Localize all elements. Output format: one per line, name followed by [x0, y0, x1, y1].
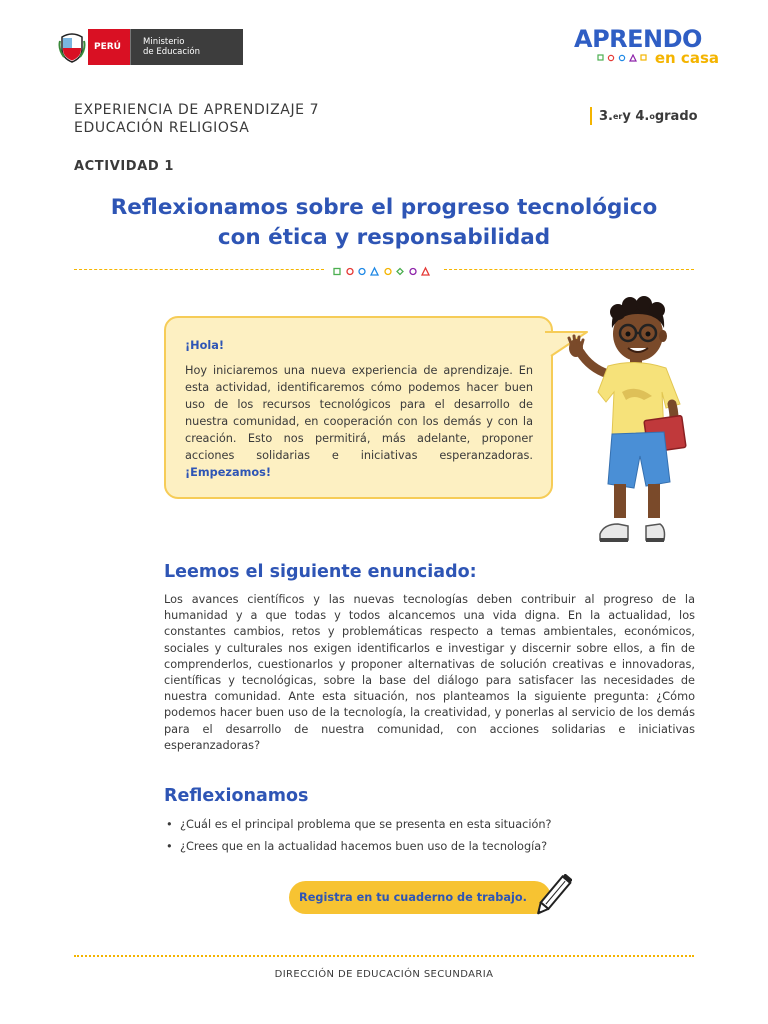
bubble-body: Hoy iniciaremos una nueva experiencia de aprendizaje. En esta actividad, identificaremos cómo podemos hacer buen uso de los recursos tecnológicos para el desarrollo de nuestra comunidad, en cooperación con los demás y con la creación. Esto nos permitirá, más adelante, proponer acciones solidarias e iniciativas esperanzadoras. [185, 364, 533, 462]
list-item: • ¿Crees que en la actualidad hacemos buen uso de la tecnología? [164, 836, 695, 858]
experience-number: EXPERIENCIA DE APRENDIZAJE 7 [74, 102, 320, 118]
bubble-closing: ¡Empezamos! [185, 466, 271, 479]
brand-word: APRENDO [574, 25, 702, 53]
list-item: • ¿Cuál es el principal problema que se presenta en esta situación? [164, 814, 695, 836]
country-label: PERÚ [88, 29, 130, 65]
bubble-text [185, 337, 533, 481]
grade-label: 3. er y 4. o grado [590, 107, 698, 125]
dashed-divider-right [444, 269, 694, 270]
page-title: Reflexionamos sobre el progreso tecnológico con ética y responsabilidad [110, 195, 658, 250]
student-illustration [560, 296, 695, 554]
greeting: ¡Hola! [185, 339, 225, 352]
experience-header [74, 101, 319, 137]
aprendo-en-casa-logo [574, 26, 719, 72]
reflection-questions [164, 814, 695, 858]
decorative-shapes-icon [332, 263, 436, 275]
section-heading-read: Leemos el siguiente enunciado: [164, 562, 477, 582]
brand-shapes-icon [597, 54, 647, 62]
government-logo [56, 29, 243, 65]
section-heading-reflect: Reflexionamos [164, 786, 309, 806]
grade-divider [590, 107, 592, 125]
notebook-callout: Registra en tu cuaderno de trabajo. [289, 881, 551, 914]
footer-label: DIRECCIÓN DE EDUCACIÓN SECUNDARIA [274, 969, 494, 980]
pencil-icon [530, 874, 572, 922]
footer-divider [74, 955, 694, 957]
ministry-label: Ministerio de Educación [130, 29, 243, 65]
dashed-divider-left [74, 269, 324, 270]
statement-paragraph: Los avances científicos y las nuevas tecnologías deben contribuir al progreso de la humanidad y a que todas y todos alcancemos una vida digna. En la actualidad, los constantes cambios, retos y problemáticas respecto a temas ambientales, económicos, sociales y culturales nos exigen identificarlos e investigar y discernir sobre ellos, a fin de comprenderlos, cuestionarlos y proponer alternativas de solución creativas e innovadoras, científicas y tecnológicas, sobre la base del diálogo para satisfacer las necesidades de nuestra comunidad. Ante esta situación, nos planteamos la siguiente pregunta: ¿Cómo podemos hacer buen uso de la tecnología, la creatividad, y ponerlas al servicio de los demás para el desarrollo de nuestra comunidad, con acciones solidarias e iniciativas esperanzadoras? [164, 593, 695, 752]
subject-name: EDUCACIÓN RELIGIOSA [74, 120, 250, 136]
activity-label: ACTIVIDAD 1 [74, 159, 175, 174]
coat-of-arms-icon [56, 29, 88, 65]
brand-sub: en casa [654, 49, 719, 67]
